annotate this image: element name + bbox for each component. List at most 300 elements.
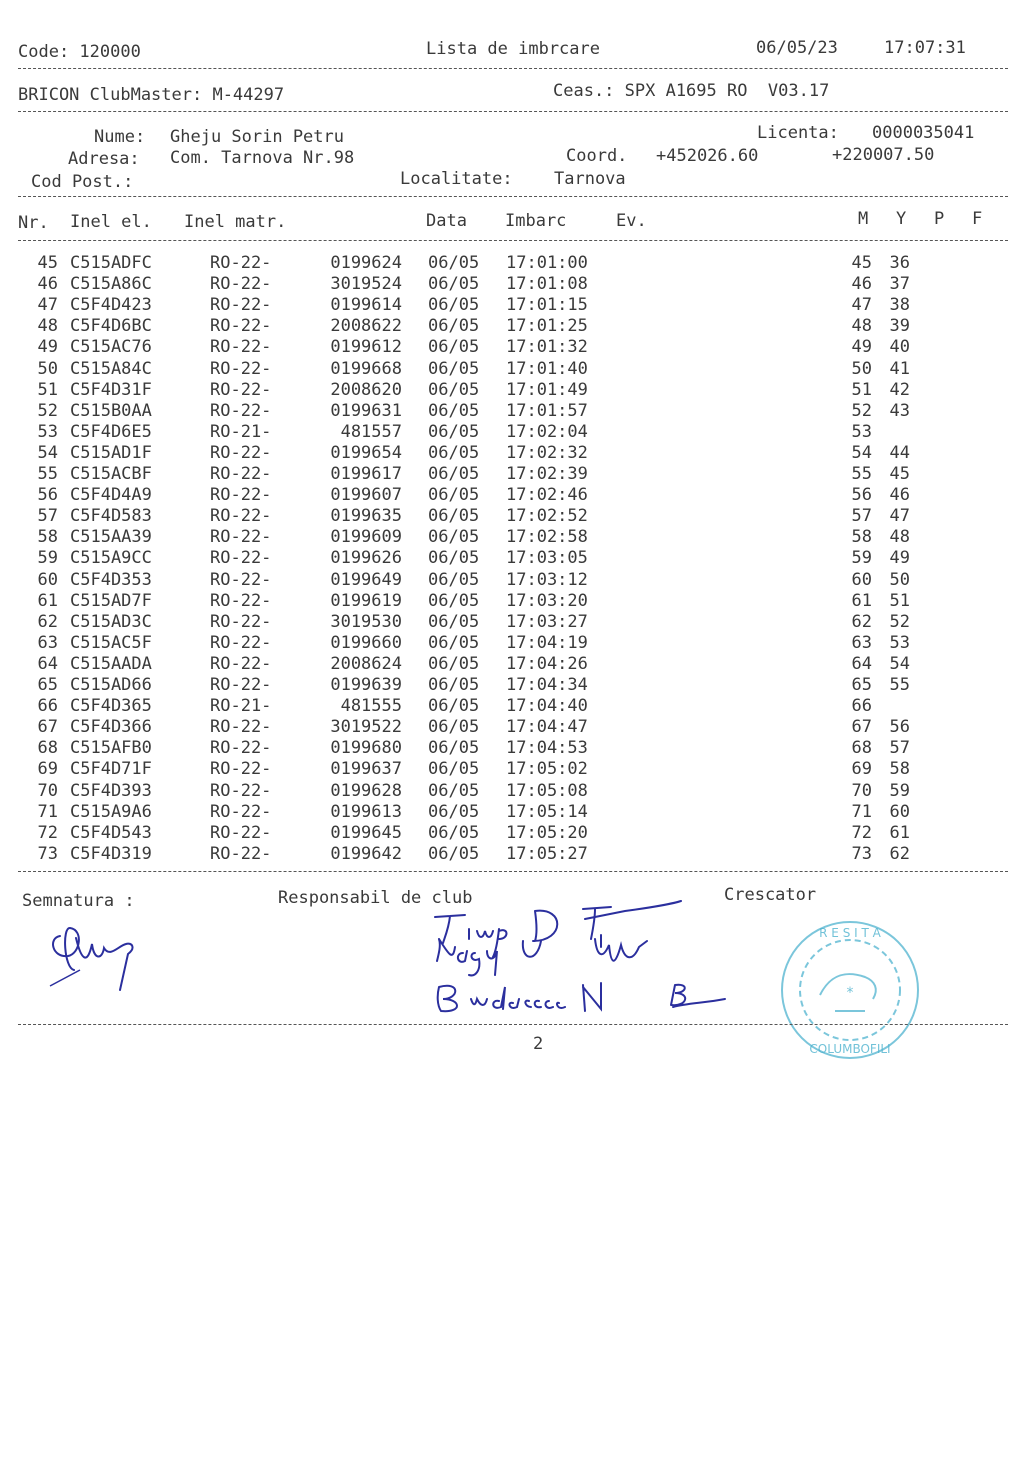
basketing-date: 06/05 (428, 442, 480, 463)
row-number: 45 (37, 253, 58, 273)
basketing-time: 17:04:40 (506, 696, 588, 717)
electronic-ring: C515AD1F (70, 442, 152, 463)
separator-line (18, 196, 1008, 197)
basketing-date: 06/05 (428, 801, 480, 822)
ring-prefix: RO-22- (210, 379, 272, 400)
ring-prefix: RO-22- (210, 780, 272, 801)
row-number: 51 (37, 379, 58, 400)
table-row (0, 527, 1024, 548)
m-count: 57 (851, 506, 872, 527)
y-count: 50 (889, 569, 910, 590)
table-row (0, 738, 1024, 759)
electronic-ring: C515AADA (70, 653, 152, 674)
electronic-ring: C5F4D543 (70, 822, 152, 843)
row-number: 52 (37, 400, 58, 421)
ring-prefix: RO-22- (210, 358, 272, 379)
basketing-date: 06/05 (428, 253, 480, 273)
m-count: 72 (851, 822, 872, 843)
row-number: 71 (37, 801, 58, 822)
table-row (0, 380, 1024, 401)
column-header-p: P (934, 209, 945, 229)
table-row (0, 802, 1024, 823)
ring-prefix: RO-22- (210, 253, 272, 273)
basketing-date: 06/05 (428, 485, 480, 506)
m-count: 58 (851, 527, 872, 548)
basketing-time: 17:01:49 (506, 379, 588, 400)
owner-locality: Tarnova (554, 169, 626, 189)
m-count: 50 (851, 358, 872, 379)
table-row (0, 316, 1024, 337)
document-title: Lista de imbrcare (426, 39, 600, 59)
column-header-m: M (858, 209, 869, 229)
row-number: 73 (37, 843, 58, 864)
ring-prefix: RO-22- (210, 506, 272, 527)
row-number: 54 (37, 442, 58, 463)
table-row (0, 464, 1024, 485)
ring-number: 0199613 (330, 801, 402, 822)
basketing-time: 17:02:39 (506, 464, 588, 484)
basketing-date: 06/05 (428, 337, 480, 358)
m-count: 63 (851, 632, 872, 653)
ring-prefix: RO-22- (210, 632, 272, 653)
ring-number: 3019524 (330, 274, 402, 295)
basketing-date: 06/05 (428, 464, 480, 484)
y-count: 54 (889, 653, 910, 674)
y-count: 61 (889, 822, 910, 843)
ring-prefix: RO-22- (210, 822, 272, 843)
electronic-ring: C515AD66 (70, 675, 152, 695)
ring-number: 2008622 (330, 316, 402, 337)
row-number: 62 (37, 611, 58, 632)
svg-text:*: * (846, 985, 854, 1001)
table-row (0, 443, 1024, 464)
ring-prefix: RO-22- (210, 759, 272, 780)
ring-prefix: RO-22- (210, 295, 272, 316)
basketing-date: 06/05 (428, 632, 480, 653)
signature-label: Semnatura : (22, 891, 135, 911)
row-number: 50 (37, 358, 58, 379)
m-count: 64 (851, 653, 872, 674)
y-count: 59 (889, 780, 910, 801)
club-responsible-label: Responsabil de club (278, 888, 473, 908)
y-count: 49 (889, 548, 910, 569)
ring-number: 0199624 (330, 253, 402, 273)
basketing-date: 06/05 (428, 611, 480, 632)
m-count: 52 (851, 400, 872, 421)
electronic-ring: C5F4D366 (70, 717, 152, 738)
ring-number: 0199635 (330, 506, 402, 527)
basketing-time: 17:01:15 (506, 295, 588, 316)
ring-number: 0199668 (330, 358, 402, 379)
m-count: 48 (851, 316, 872, 337)
row-number: 53 (37, 421, 58, 442)
basketing-date: 06/05 (428, 274, 480, 295)
y-count: 40 (889, 337, 910, 358)
ring-number: 0199619 (330, 590, 402, 611)
m-count: 68 (851, 738, 872, 759)
basketing-date: 06/05 (428, 653, 480, 674)
svg-text:COLUMBOFILI: COLUMBOFILI (809, 1042, 891, 1056)
owner-address: Com. Tarnova Nr.98 (170, 148, 355, 168)
electronic-ring: C5F4D319 (70, 843, 152, 864)
row-number: 64 (37, 653, 58, 674)
basketing-time: 17:02:46 (506, 485, 588, 506)
locality-label: Localitate: (400, 169, 513, 189)
electronic-ring: C5F4D423 (70, 295, 152, 316)
y-count: 41 (889, 358, 910, 379)
y-count: 48 (889, 527, 910, 548)
m-count: 66 (851, 696, 872, 717)
coord-label: Coord. (566, 146, 628, 166)
table-row (0, 337, 1024, 358)
ring-number: 0199631 (330, 400, 402, 421)
basketing-time: 17:01:57 (506, 400, 588, 421)
ring-prefix: RO-22- (210, 611, 272, 632)
ring-number: 0199617 (330, 464, 402, 484)
m-count: 73 (851, 843, 872, 864)
basketing-date: 06/05 (428, 379, 480, 400)
ring-prefix: RO-22- (210, 527, 272, 548)
ring-number: 481557 (340, 421, 402, 442)
y-count: 36 (889, 253, 910, 273)
table-row (0, 654, 1024, 675)
ring-prefix: RO-22- (210, 485, 272, 506)
y-count: 60 (889, 801, 910, 822)
y-count: 39 (889, 316, 910, 337)
clubmaster-label: BRICON ClubMaster: M-44297 (18, 85, 285, 105)
basketing-date: 06/05 (428, 675, 480, 695)
y-count: 58 (889, 759, 910, 780)
y-count: 52 (889, 611, 910, 632)
electronic-ring: C515AA39 (70, 527, 152, 548)
y-count: 57 (889, 738, 910, 759)
ring-number: 0199637 (330, 759, 402, 780)
y-count: 37 (889, 274, 910, 295)
column-header-imbarc: Imbarc (505, 211, 567, 231)
column-header-ev: Ev. (616, 211, 647, 231)
row-number: 57 (37, 506, 58, 527)
y-count: 55 (889, 675, 910, 695)
column-header-y: Y (896, 209, 907, 229)
ring-number: 0199660 (330, 632, 402, 653)
ring-number: 2008620 (330, 379, 402, 400)
ring-prefix: RO-22- (210, 801, 272, 822)
separator-line (18, 1024, 1008, 1025)
basketing-time: 17:02:58 (506, 527, 588, 548)
basketing-date: 06/05 (428, 590, 480, 611)
ring-number: 0199649 (330, 569, 402, 590)
y-count: 43 (889, 400, 910, 421)
ring-prefix: RO-22- (210, 442, 272, 463)
ring-prefix: RO-22- (210, 569, 272, 590)
table-row (0, 675, 1024, 696)
separator-line (18, 68, 1008, 69)
table-row (0, 823, 1024, 844)
m-count: 54 (851, 442, 872, 463)
basketing-date: 06/05 (428, 506, 480, 527)
ring-number: 0199614 (330, 295, 402, 316)
basketing-date: 06/05 (428, 295, 480, 316)
licence-label: Licenta: (757, 123, 839, 143)
row-number: 72 (37, 822, 58, 843)
basketing-date: 06/05 (428, 822, 480, 843)
basketing-time: 17:01:32 (506, 337, 588, 358)
owner-signature (40, 908, 160, 998)
m-count: 45 (851, 253, 872, 273)
basketing-time: 17:02:52 (506, 506, 588, 527)
ring-prefix: RO-21- (210, 421, 272, 442)
electronic-ring: C515AC5F (70, 632, 152, 653)
basketing-date: 06/05 (428, 738, 480, 759)
basketing-time: 17:04:34 (506, 675, 588, 695)
row-number: 48 (37, 316, 58, 337)
table-row (0, 401, 1024, 422)
ring-prefix: RO-22- (210, 843, 272, 864)
ring-prefix: RO-22- (210, 274, 272, 295)
m-count: 51 (851, 379, 872, 400)
m-count: 61 (851, 590, 872, 611)
column-header-inel-el: Inel el. (70, 212, 152, 232)
electronic-ring: C515A9A6 (70, 801, 152, 822)
clock-label: Ceas.: SPX A1695 RO V03.17 (553, 81, 830, 101)
electronic-ring: C515ACBF (70, 464, 152, 484)
basketing-time: 17:03:20 (506, 590, 588, 611)
club-signatures (425, 895, 745, 1020)
basketing-time: 17:01:40 (506, 358, 588, 379)
row-number: 47 (37, 295, 58, 316)
m-count: 67 (851, 717, 872, 738)
y-count: 51 (889, 590, 910, 611)
basketing-time: 17:04:19 (506, 632, 588, 653)
basketing-time: 17:01:08 (506, 274, 588, 295)
electronic-ring: C515AC76 (70, 337, 152, 358)
y-count: 47 (889, 506, 910, 527)
ring-number: 0199680 (330, 738, 402, 759)
page-number: 2 (533, 1034, 544, 1054)
table-row (0, 759, 1024, 780)
basketing-time: 17:01:25 (506, 316, 588, 337)
separator-line (18, 240, 1008, 241)
postcode-label: Cod Post.: (31, 172, 134, 192)
electronic-ring: C5F4D393 (70, 780, 152, 801)
table-row (0, 274, 1024, 295)
row-number: 67 (37, 717, 58, 738)
table-row (0, 506, 1024, 527)
basketing-date: 06/05 (428, 843, 480, 864)
basketing-date: 06/05 (428, 759, 480, 780)
breeder-label: Crescator (724, 885, 817, 905)
y-count: 42 (889, 379, 910, 400)
y-count: 38 (889, 295, 910, 316)
m-count: 62 (851, 611, 872, 632)
ring-number: 0199654 (330, 442, 402, 463)
electronic-ring: C5F4D4A9 (70, 485, 152, 506)
name-label: Nume: (94, 127, 146, 147)
table-row (0, 570, 1024, 591)
row-number: 55 (37, 464, 58, 484)
ring-prefix: RO-22- (210, 653, 272, 674)
ring-number: 3019530 (330, 611, 402, 632)
basketing-date: 06/05 (428, 400, 480, 421)
y-count: 44 (889, 442, 910, 463)
ring-number: 0199626 (330, 548, 402, 569)
column-header-f: F (972, 209, 983, 229)
electronic-ring: C515AFB0 (70, 738, 152, 759)
m-count: 55 (851, 464, 872, 484)
club-stamp (775, 915, 925, 1065)
electronic-ring: C515AD7F (70, 590, 152, 611)
table-row (0, 781, 1024, 802)
ring-prefix: RO-22- (210, 548, 272, 569)
ring-prefix: RO-22- (210, 738, 272, 759)
coord-latitude: +452026.60 (656, 146, 759, 166)
basketing-time: 17:05:08 (506, 780, 588, 801)
row-number: 70 (37, 780, 58, 801)
row-number: 63 (37, 632, 58, 653)
row-number: 46 (37, 274, 58, 295)
y-count: 62 (889, 843, 910, 864)
basketing-date: 06/05 (428, 780, 480, 801)
table-row (0, 696, 1024, 717)
basketing-time: 17:04:26 (506, 653, 588, 674)
electronic-ring: C5F4D583 (70, 506, 152, 527)
y-count: 46 (889, 485, 910, 506)
ring-prefix: RO-22- (210, 464, 272, 484)
ring-prefix: RO-22- (210, 717, 272, 738)
basketing-time: 17:05:27 (506, 843, 588, 864)
ring-prefix: RO-22- (210, 400, 272, 421)
svg-text:R E S I T A: R E S I T A (819, 926, 881, 940)
table-row (0, 422, 1024, 443)
electronic-ring: C5F4D6BC (70, 316, 152, 337)
table-row (0, 591, 1024, 612)
ring-number: 0199612 (330, 337, 402, 358)
basketing-date: 06/05 (428, 717, 480, 738)
table-row (0, 717, 1024, 738)
column-header-inel-matr: Inel matr. (184, 212, 287, 232)
basketing-time: 17:03:12 (506, 569, 588, 590)
table-row (0, 295, 1024, 316)
row-number: 49 (37, 337, 58, 358)
ring-prefix: RO-22- (210, 675, 272, 695)
table-row (0, 359, 1024, 380)
row-number: 65 (37, 675, 58, 695)
y-count: 45 (889, 464, 910, 484)
basketing-date: 06/05 (428, 358, 480, 379)
electronic-ring: C515A86C (70, 274, 152, 295)
row-number: 66 (37, 696, 58, 717)
table-row (0, 844, 1024, 865)
basketing-time: 17:05:02 (506, 759, 588, 780)
table-row (0, 633, 1024, 654)
print-time: 17:07:31 (884, 38, 966, 58)
m-count: 69 (851, 759, 872, 780)
ring-number: 0199607 (330, 485, 402, 506)
basketing-time: 17:01:00 (506, 253, 588, 273)
ring-prefix: RO-21- (210, 696, 272, 717)
address-label: Adresa: (68, 149, 140, 169)
table-row (0, 485, 1024, 506)
row-number: 61 (37, 590, 58, 611)
ring-number: 0199628 (330, 780, 402, 801)
column-header-nr: Nr. (18, 213, 49, 233)
m-count: 46 (851, 274, 872, 295)
print-date: 06/05/23 (756, 38, 838, 58)
ring-number: 3019522 (330, 717, 402, 738)
row-number: 56 (37, 485, 58, 506)
ring-number: 0199642 (330, 843, 402, 864)
basketing-time: 17:03:27 (506, 611, 588, 632)
m-count: 60 (851, 569, 872, 590)
ring-number: 0199645 (330, 822, 402, 843)
row-number: 58 (37, 527, 58, 548)
electronic-ring: C515AD3C (70, 611, 152, 632)
code-label: Code: 120000 (18, 42, 141, 62)
coord-longitude: +220007.50 (832, 145, 935, 165)
basketing-date: 06/05 (428, 421, 480, 442)
licence-number: 0000035041 (872, 123, 975, 143)
electronic-ring: C515A84C (70, 358, 152, 379)
ring-number: 0199609 (330, 527, 402, 548)
column-header-data: Data (426, 211, 467, 231)
basketing-date: 06/05 (428, 548, 480, 569)
y-count: 56 (889, 717, 910, 738)
row-number: 60 (37, 569, 58, 590)
electronic-ring: C515B0AA (70, 400, 152, 421)
electronic-ring: C515A9CC (70, 548, 152, 569)
m-count: 47 (851, 295, 872, 316)
basketing-time: 17:04:47 (506, 717, 588, 738)
table-row (0, 612, 1024, 633)
m-count: 49 (851, 337, 872, 358)
y-count: 53 (889, 632, 910, 653)
separator-line (18, 871, 1008, 872)
electronic-ring: C5F4D365 (70, 696, 152, 717)
electronic-ring: C5F4D6E5 (70, 421, 152, 442)
basketing-date: 06/05 (428, 316, 480, 337)
m-count: 71 (851, 801, 872, 822)
electronic-ring: C515ADFC (70, 253, 152, 273)
basketing-date: 06/05 (428, 569, 480, 590)
owner-name: Gheju Sorin Petru (170, 127, 344, 147)
ring-number: 2008624 (330, 653, 402, 674)
basketing-time: 17:05:14 (506, 801, 588, 822)
m-count: 53 (851, 421, 872, 442)
ring-prefix: RO-22- (210, 590, 272, 611)
electronic-ring: C5F4D353 (70, 569, 152, 590)
table-row (0, 548, 1024, 569)
basketing-time: 17:03:05 (506, 548, 588, 569)
row-number: 68 (37, 738, 58, 759)
basketing-time: 17:02:32 (506, 442, 588, 463)
m-count: 65 (851, 675, 872, 695)
ring-number: 0199639 (330, 675, 402, 695)
row-number: 59 (37, 548, 58, 569)
electronic-ring: C5F4D31F (70, 379, 152, 400)
ring-prefix: RO-22- (210, 316, 272, 337)
basketing-date: 06/05 (428, 696, 480, 717)
ring-number: 481555 (340, 696, 402, 717)
m-count: 59 (851, 548, 872, 569)
basketing-time: 17:02:04 (506, 421, 588, 442)
table-row (0, 253, 1024, 274)
electronic-ring: C5F4D71F (70, 759, 152, 780)
row-number: 69 (37, 759, 58, 780)
ring-prefix: RO-22- (210, 337, 272, 358)
m-count: 70 (851, 780, 872, 801)
separator-line (18, 111, 1008, 112)
basketing-date: 06/05 (428, 527, 480, 548)
